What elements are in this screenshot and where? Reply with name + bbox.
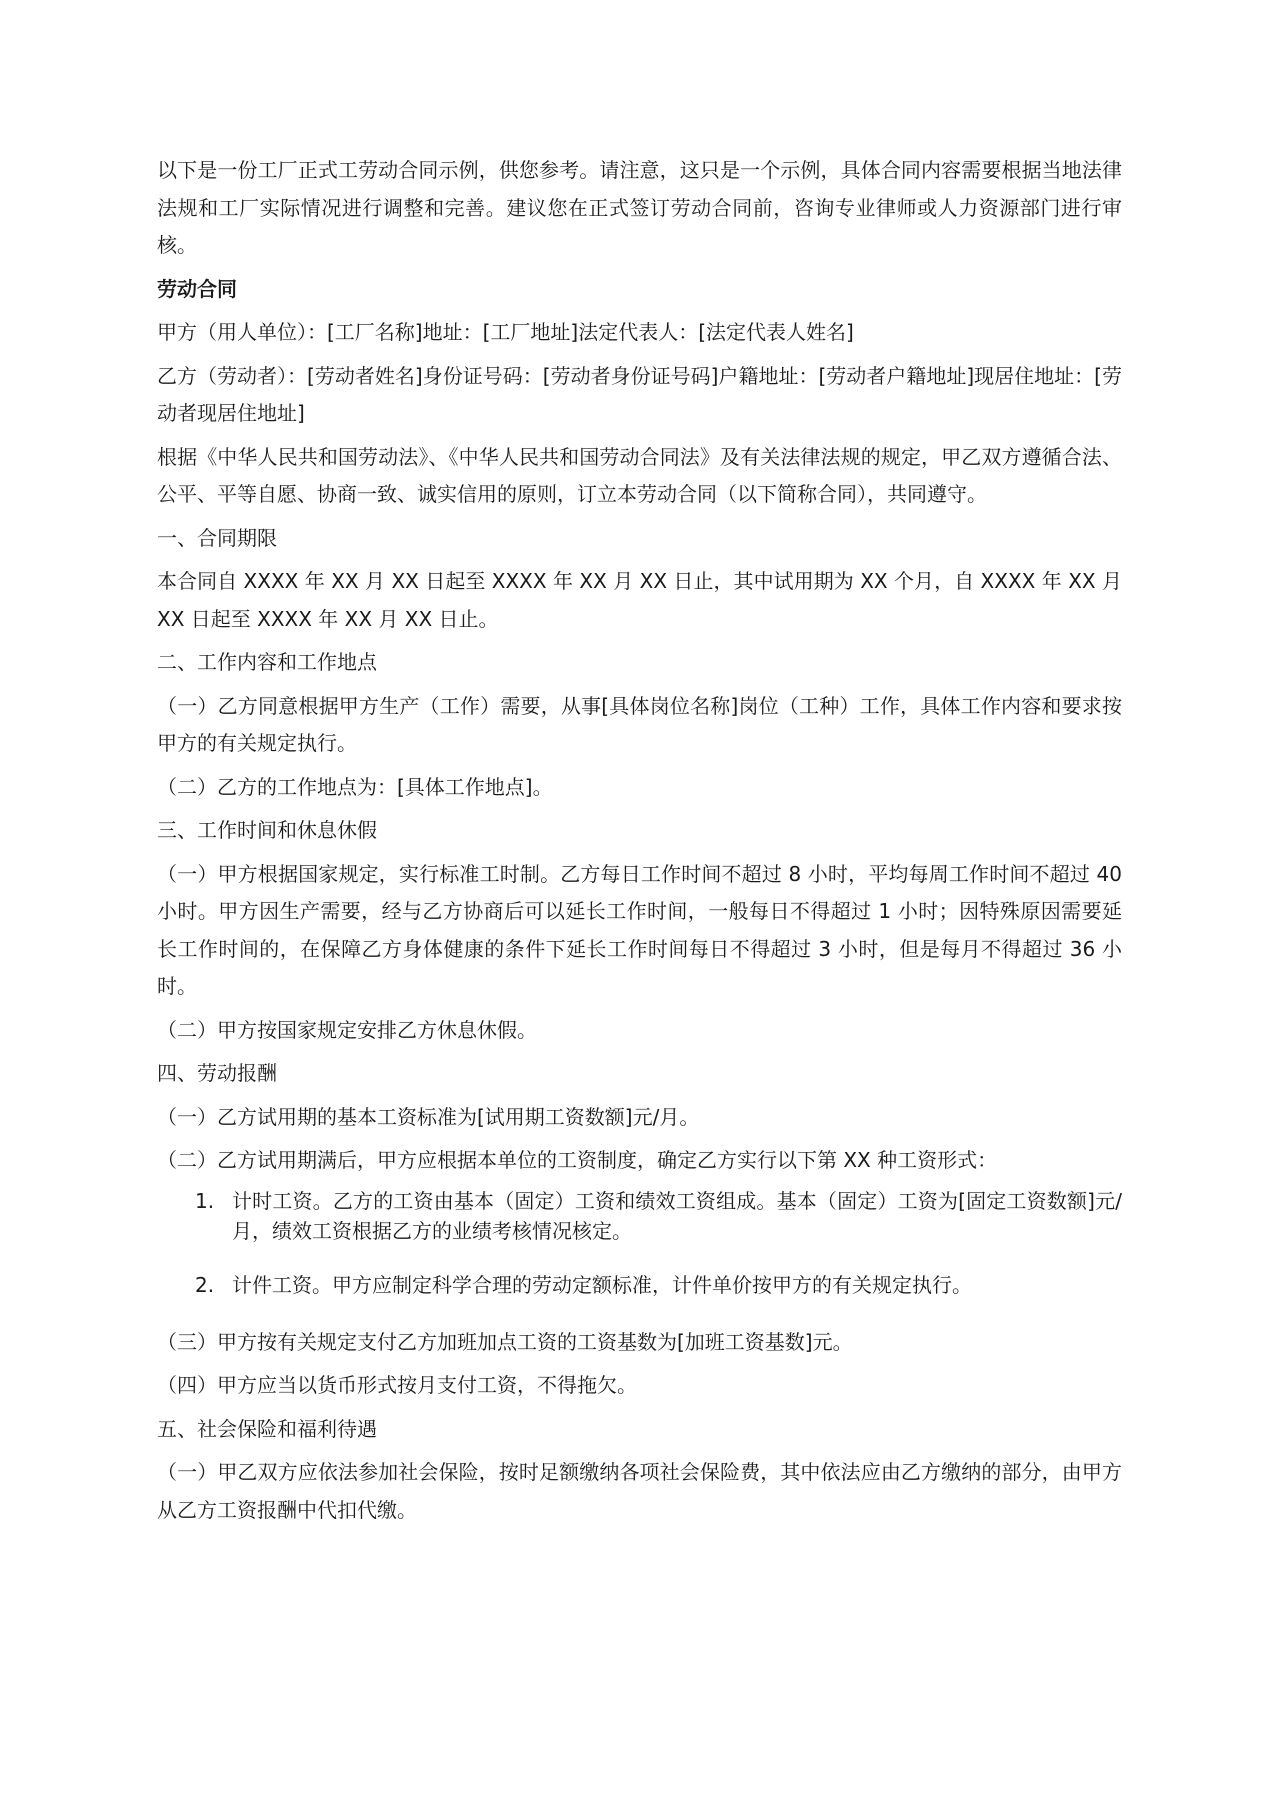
section-5-paragraph-1: （一）甲乙双方应依法参加社会保险，按时足额缴纳各项社会保险费，其中依法应由乙方缴纳的部分，由甲方从乙方工资报酬中代扣代缴。 (157, 1460, 1122, 1522)
wage-form-list (157, 1186, 1122, 1300)
section-2-heading: 二、工作内容和工作地点 (157, 650, 377, 674)
section-4-paragraph-2: （二）乙方试用期满后，甲方应根据本单位的工资制度，确定乙方实行以下第 XX 种工资形式： (157, 1148, 998, 1172)
contract-title: 劳动合同 (157, 276, 237, 301)
document-body (157, 152, 1122, 1535)
list-item (157, 1186, 1122, 1246)
intro-paragraph: 以下是一份工厂正式工劳动合同示例，供您参考。请注意，这只是一个示例，具体合同内容需要根据当地法律法规和工厂实际情况进行调整和完善。建议您在正式签订劳动合同前，咨询专业律师或人力资源部门进行审核。 (157, 158, 1122, 257)
list-item-text: 计件工资。甲方应制定科学合理的劳动定额标准，计件单价按甲方的有关规定执行。 (232, 1272, 972, 1297)
section-5-heading: 五、社会保险和福利待遇 (157, 1416, 377, 1441)
section-4-paragraph-4: （四）甲方应当以货币形式按月支付工资，不得拖欠。 (157, 1373, 637, 1397)
section-4-heading: 四、劳动报酬 (157, 1061, 277, 1085)
list-item-number: 2. (195, 1272, 215, 1297)
section-4-paragraph-1: （一）乙方试用期的基本工资标准为[试用期工资数额]元/月。 (157, 1104, 700, 1129)
party-b-info: 乙方（劳动者）：[劳动者姓名]身份证号码：[劳动者身份证号码]户籍地址：[劳动者户籍地址]现居住地址：[劳动者现居住地址] (157, 363, 1122, 425)
party-a-info: 甲方（用人单位）：[工厂名称]地址：[工厂地址]法定代表人：[法定代表人姓名] (157, 320, 854, 344)
section-1-paragraph: 本合同自 XXXX 年 XX 月 XX 日起至 XXXX 年 XX 月 XX 日止，其中试用期为 XX 个月，自 XXXX 年 XX 月 XX 日起至 XXXX 年 XX 月 XX 日止。 (157, 569, 1122, 631)
list-item (157, 1270, 1122, 1300)
list-item-number: 1. (195, 1188, 215, 1213)
section-2-paragraph-1: （一）乙方同意根据甲方生产（工作）需要，从事[具体岗位名称]岗位（工种）工作，具体工作内容和要求按甲方的有关规定执行。 (157, 693, 1122, 755)
section-1-heading: 一、合同期限 (157, 525, 277, 550)
section-3-paragraph-1: （一）甲方根据国家规定，实行标准工时制。乙方每日工作时间不超过 8 小时，平均每周工作时间不超过 40 小时。甲方因生产需要，经与乙方协商后可以延长工作时间，一般每日不得超过 1 小时；因特殊原因需要延长工作时间的，在保障乙方身体健康的条件下延长工作时间每日不得超过 3 小时，但是每月不得超过 36 小时。 (157, 861, 1122, 998)
section-4-paragraph-3: （三）甲方按有关规定支付乙方加班加点工资的工资基数为[加班工资基数]元。 (157, 1329, 853, 1354)
section-2-paragraph-2: （二）乙方的工作地点为：[具体工作地点]。 (157, 774, 553, 799)
list-item-text: 计时工资。乙方的工资由基本（固定）工资和绩效工资组成。基本（固定）工资为[固定工资数额]元/月，绩效工资根据乙方的业绩考核情况核定。 (232, 1188, 1122, 1243)
section-3-heading: 三、工作时间和休息休假 (157, 818, 377, 842)
preamble-paragraph: 根据《中华人民共和国劳动法》、《中华人民共和国劳动合同法》及有关法律法规的规定，甲乙双方遵循合法、公平、平等自愿、协商一致、诚实信用的原则，订立本劳动合同（以下简称合同），共同遵守。 (157, 444, 1122, 506)
section-3-paragraph-2: （二）甲方按国家规定安排乙方休息休假。 (157, 1017, 537, 1042)
